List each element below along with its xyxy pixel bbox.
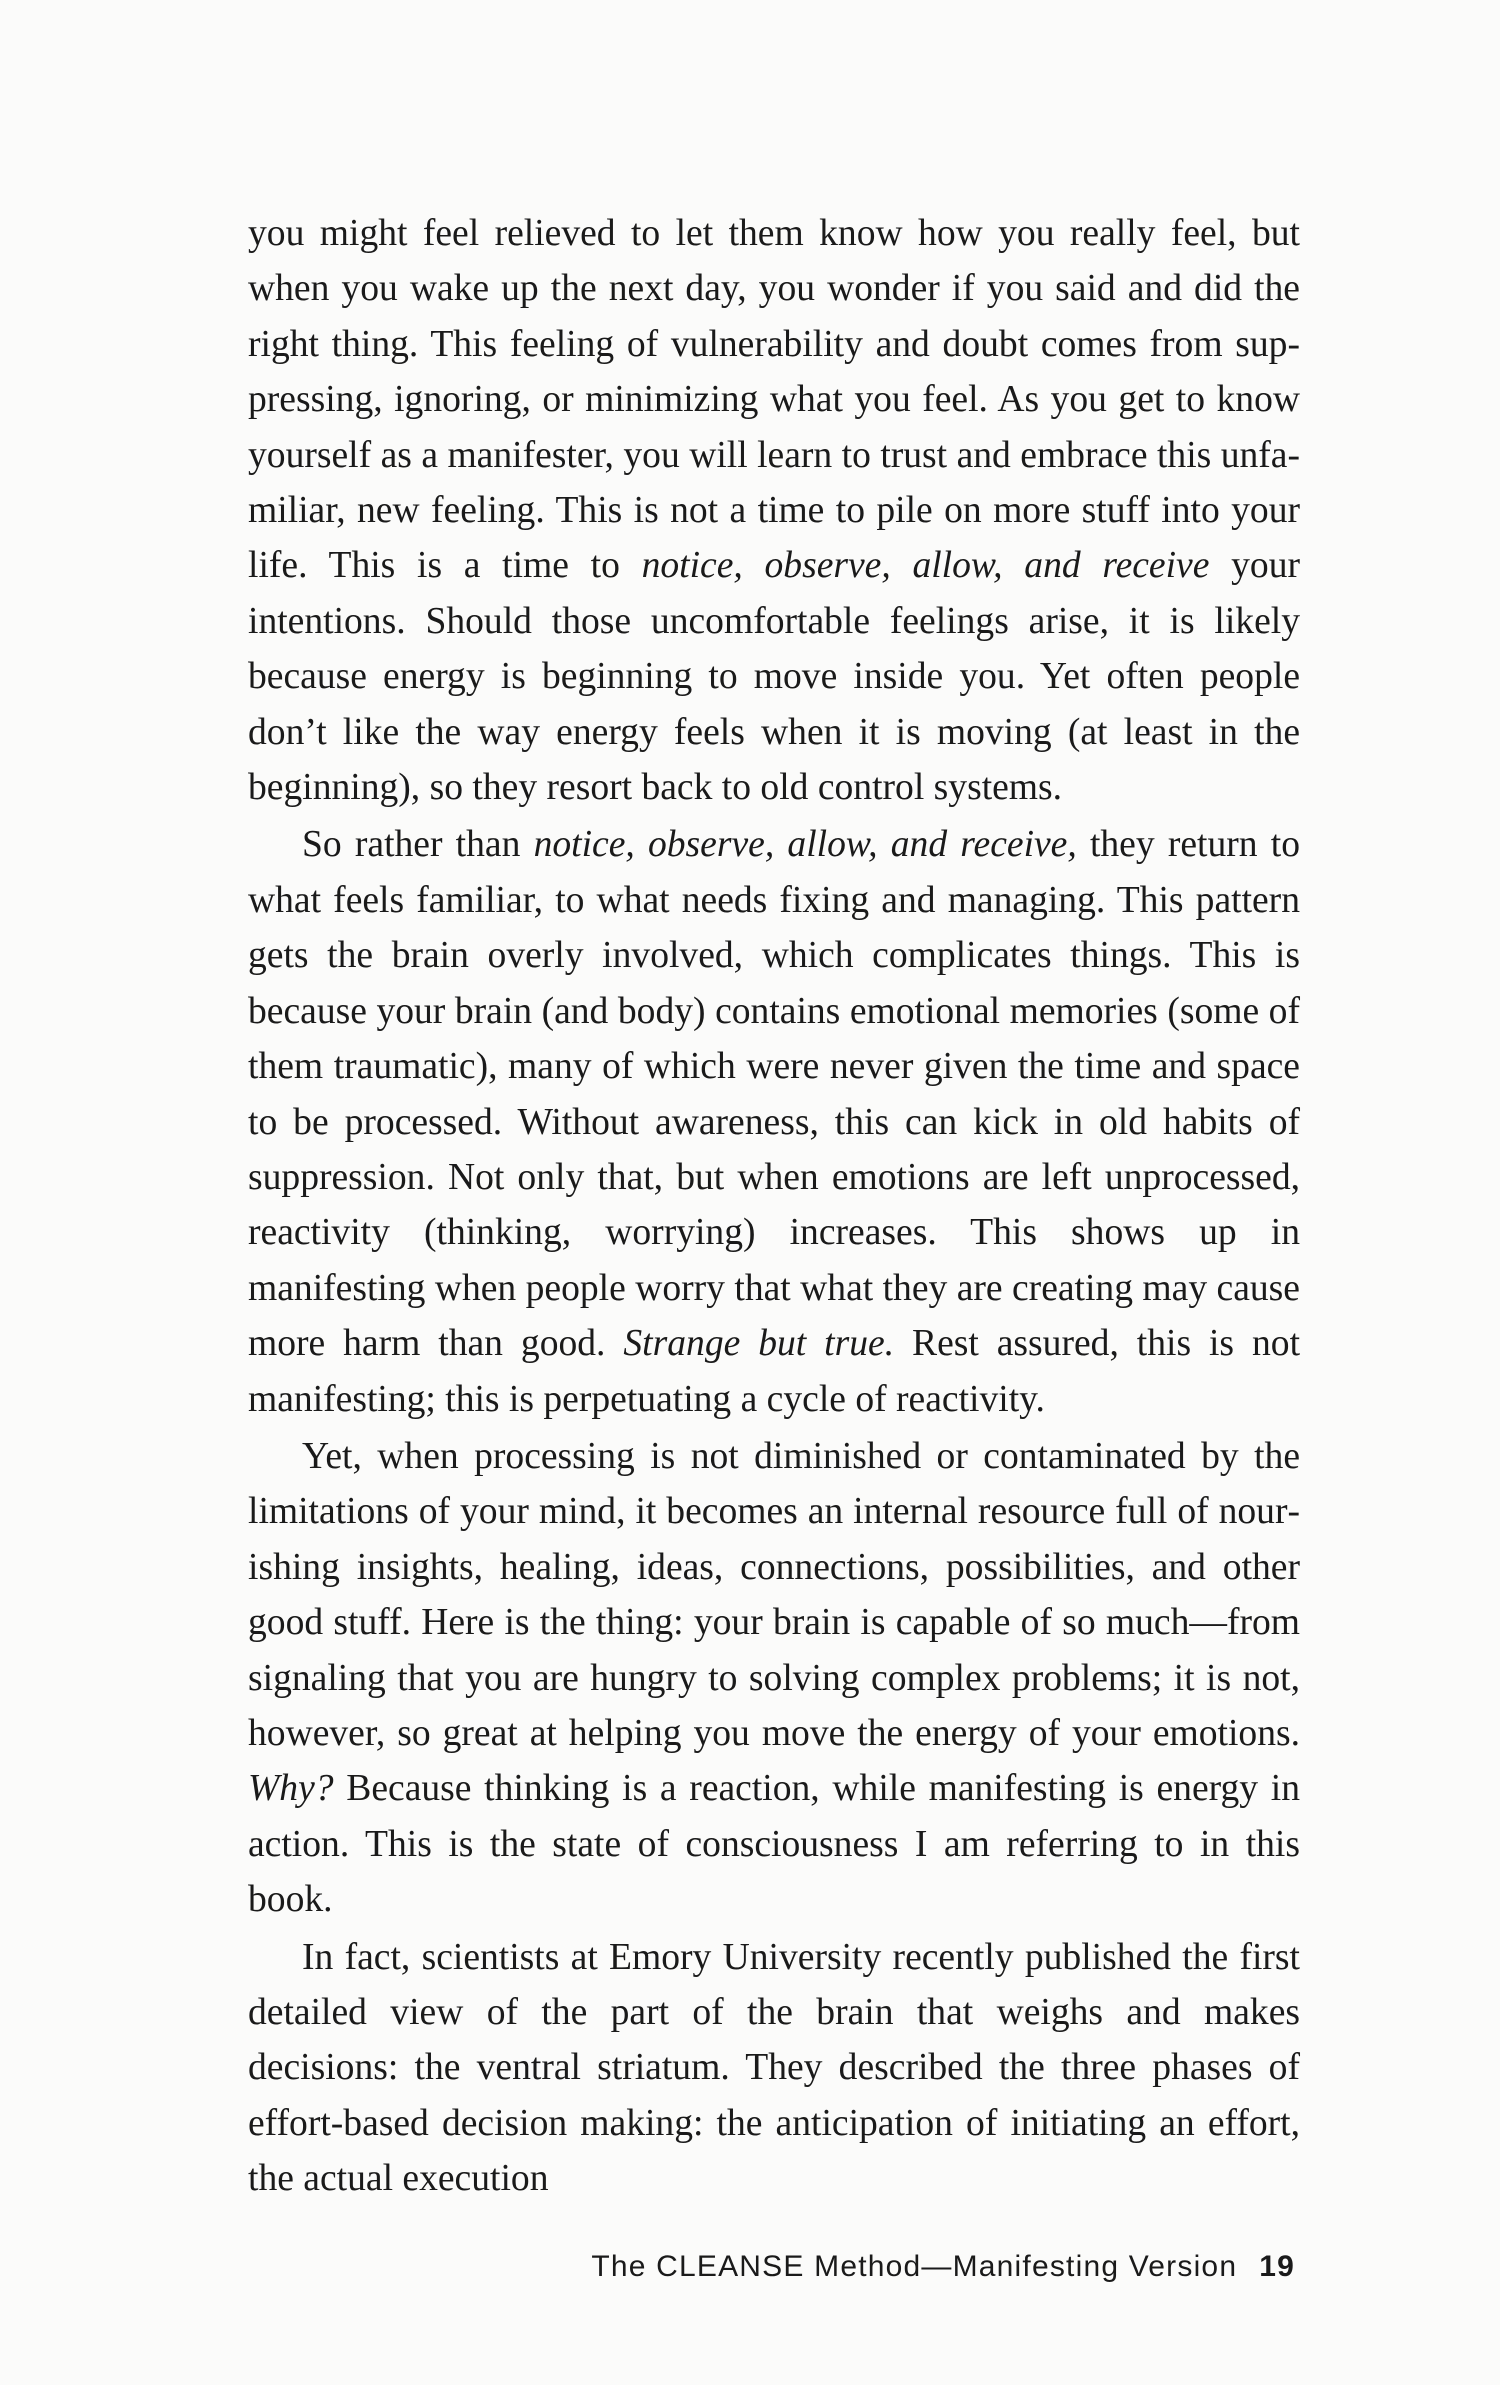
text-run: they return to what feels familiar, to what needs fixing and managing. This pattern gets the brain overly involved, which complicates things. This is because your brain (and body) contains emotional memories (some of them traumatic), many of which were never given the time and space to be processed. Without awareness, this can kick in old habits of suppression. Not only that, but when emotions are left unprocessed, reactivity (thinking, worrying) increases. This shows up in manifesting when people worry that what they are creating may cause more harm than good. [248,824,1300,1365]
text-run: Rest assured, this is not manifesting; this is perpetuating a cycle of reactivity. [248,1323,1301,1420]
paragraph [248,206,1300,815]
paragraph [248,1429,1300,1928]
page-number: 19 [1259,2250,1295,2283]
text-run: Yet, when processing is not diminished or contaminated by the limitations of your mind, it becomes an internal resource full of nourishing insights, healing, ideas, connections, possibilities, and other good stuff. Here is the thing: your brain is capable of so much—from signaling that you are hungry to solving complex problems; it is not, however, so great at helping you move the energy of your emotions. [248,1435,1300,1754]
italic-text: notice, observe, allow, and receive, [533,824,1077,866]
italic-text: Strange but true. [623,1323,895,1365]
text-run: So rather than [302,824,534,866]
text-run: your intentions. Should those uncomfortable feelings arise, it is likely because energy is beginning to move inside you. Yet often people don’t like the way energy feels when it is moving (at least in the beginning), so they resort back to old control systems. [248,545,1301,809]
page-footer [591,2250,1295,2284]
text-run: Because thinking is a reaction, while manifesting is energy in action. This is the state of consciousness I am referring to in this book. [248,1768,1300,1921]
italic-text: Why? [248,1768,334,1810]
running-head: The CLEANSE Method—Manifesting Version [591,2250,1238,2283]
body-text [248,206,1300,2207]
italic-text: notice, observe, allow, and receive [641,545,1210,587]
text-run: In fact, scientists at Emory University recently published the first detailed view of the part of the brain that weighs and makes decisions: the ventral striatum. They described the three phases of effort-based decision making: the anticipation of initiating an effort, the actual execution [248,1936,1300,2200]
paragraph [248,817,1300,1426]
text-run: you might feel relieved to let them know how you really feel, but when you wake up the next day, you wonder if you said and did the right thing. This feeling of vulnerability and doubt comes from suppressing, ignoring, or minimizing what you feel. As you get to know yourself as a manifester, you will learn to trust and embrace this unfamiliar, new feeling. This is not a time to pile on more stuff into your life. This is a time to [248,213,1300,587]
paragraph [248,1930,1300,2207]
